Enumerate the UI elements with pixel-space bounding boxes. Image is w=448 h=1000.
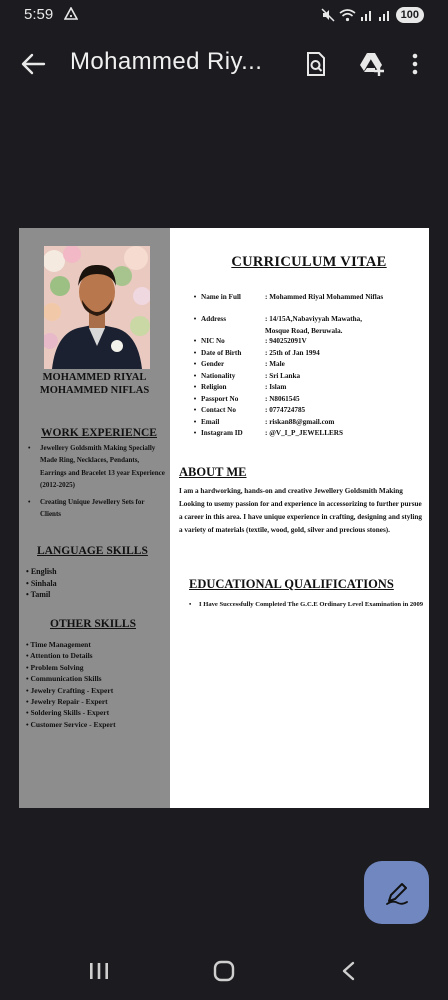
info-value: : 14/15A,Nabaviyyah Mawatha, Mosque Road, Beruwala. xyxy=(265,315,363,335)
info-row: • Instagram ID : @V_I_P_JEWELLERS xyxy=(189,428,385,440)
info-value: : riskan88@gmail.com xyxy=(265,417,335,426)
language-list xyxy=(26,566,57,601)
info-value: : Male xyxy=(265,360,285,368)
work-experience-heading: WORK EXPERIENCE xyxy=(41,427,157,439)
info-label: Contact No xyxy=(201,406,236,414)
info-row: • Date of Birth : 25th of Jan 1994 xyxy=(189,348,385,360)
back-nav-icon[interactable] xyxy=(334,960,364,982)
education-heading: EDUCATIONAL QUALIFICATIONS xyxy=(189,577,394,591)
info-row: • Nationality : Sri Lanka xyxy=(189,371,385,383)
edit-pen-icon xyxy=(384,880,410,906)
list-item: • English xyxy=(26,566,57,578)
info-value: : Mohammed Riyal Mohammed Niflas xyxy=(265,293,384,301)
info-row: • Address : 14/15A,Nabaviyyah Mawatha, Mosque Road, Beruwala. xyxy=(189,314,385,336)
other-skills-list xyxy=(26,639,116,730)
about-heading: ABOUT ME xyxy=(179,465,247,479)
list-item: • Tamil xyxy=(26,589,57,601)
list-item: • Sinhala xyxy=(26,578,57,590)
name-line-2: MOHAMMED NIFLAS xyxy=(39,385,150,396)
system-nav-bar xyxy=(0,950,448,1000)
list-item: • Jewelry Repair - Expert xyxy=(26,696,116,707)
info-value: : Sri Lanka xyxy=(265,371,301,380)
info-row: • Gender : Male xyxy=(189,359,385,371)
list-item: • Attention to Details xyxy=(26,650,116,661)
edit-button[interactable] xyxy=(364,861,429,924)
info-label: Address xyxy=(201,315,227,323)
google-drive-add-icon[interactable] xyxy=(358,50,386,78)
info-row: • NIC No : 940252091V xyxy=(189,336,385,348)
info-value: : Islam xyxy=(265,383,287,391)
info-row: • Passport No : N8061545 xyxy=(189,394,385,406)
education-text: • I Have Successfully Completed The G.C.E Ordinary Level Examination in 2009 xyxy=(189,600,425,609)
list-item: • Customer Service - Expert xyxy=(26,719,116,730)
document-page[interactable] xyxy=(19,228,429,808)
info-value: : @V_I_P_JEWELLERS xyxy=(265,429,343,437)
candidate-name xyxy=(19,371,170,397)
status-icons xyxy=(321,7,424,23)
info-label: Passport No xyxy=(201,394,239,403)
status-bar xyxy=(0,0,448,30)
personal-info-list xyxy=(189,292,385,440)
work-experience-list xyxy=(26,442,166,524)
language-skills-heading: LANGUAGE SKILLS xyxy=(37,545,148,557)
info-value: : 0774724785 xyxy=(265,406,306,414)
info-row: • Contact No : 0774724785 xyxy=(189,405,385,417)
wifi-icon xyxy=(339,8,356,22)
info-label: Name in Full xyxy=(201,293,241,301)
cv-title: CURRICULUM VITAE xyxy=(231,254,387,270)
info-label: Instagram ID xyxy=(201,429,243,437)
document-search-icon[interactable] xyxy=(302,50,330,78)
info-value: : 940252091V xyxy=(265,337,307,345)
battery-indicator: 100 xyxy=(396,7,424,23)
info-row: • Email : riskan88@gmail.com xyxy=(189,417,385,429)
recent-apps-icon[interactable] xyxy=(84,960,114,982)
cv-sidebar xyxy=(19,228,170,808)
about-text: I am a hardworking, hands-on and creative Jewellery Goldsmith Making Looking to usemy passion for and experience in accessorizing to further pursue a career in this area. I have unique experience in crafting, designing and styling a variety of materials (textile, wood, gold, silver and precious stones). xyxy=(179,487,422,534)
info-label: Email xyxy=(201,417,220,426)
info-value: : 25th of Jan 1994 xyxy=(265,348,320,357)
profile-photo xyxy=(44,246,150,369)
home-icon[interactable] xyxy=(209,960,239,982)
other-skills-heading: OTHER SKILLS xyxy=(50,618,136,630)
list-item: • Jewelry Crafting - Expert xyxy=(26,685,116,696)
signal-icon-2 xyxy=(378,8,392,22)
arrow-left-icon[interactable] xyxy=(18,50,48,78)
info-label: Gender xyxy=(201,360,225,368)
list-item: • Problem Solving xyxy=(26,662,116,673)
info-row: • Name in Full : Mohammed Riyal Mohammed Niflas xyxy=(189,292,385,314)
info-value: : N8061545 xyxy=(265,394,300,403)
list-item: • Soldering Skills - Expert xyxy=(26,707,116,718)
mute-icon xyxy=(321,8,335,22)
info-label: Date of Birth xyxy=(201,348,242,357)
list-item: • Time Management xyxy=(26,639,116,650)
signal-icon xyxy=(360,8,374,22)
list-item: • Communication Skills xyxy=(26,673,116,684)
info-label: NIC No xyxy=(201,337,225,345)
document-title: Mohammed Riy... xyxy=(70,48,263,75)
list-item: • Jewellery Goldsmith Making Specially Made Ring, Necklaces, Pendants, Earrings and Bracelet 13 year Experience (2012-2025) xyxy=(26,442,166,492)
name-line-1: MOHAMMED RIYAL xyxy=(42,372,147,383)
list-item: • Creating Unique Jewellery Sets for Clients xyxy=(26,496,166,521)
app-bar xyxy=(0,36,448,92)
info-row: • Religion : Islam xyxy=(189,382,385,394)
status-time: 5:59 xyxy=(24,6,54,23)
info-label: Religion xyxy=(201,383,227,391)
alert-triangle-icon xyxy=(64,7,78,21)
more-vertical-icon[interactable] xyxy=(410,50,420,78)
info-label: Nationality xyxy=(201,371,236,380)
